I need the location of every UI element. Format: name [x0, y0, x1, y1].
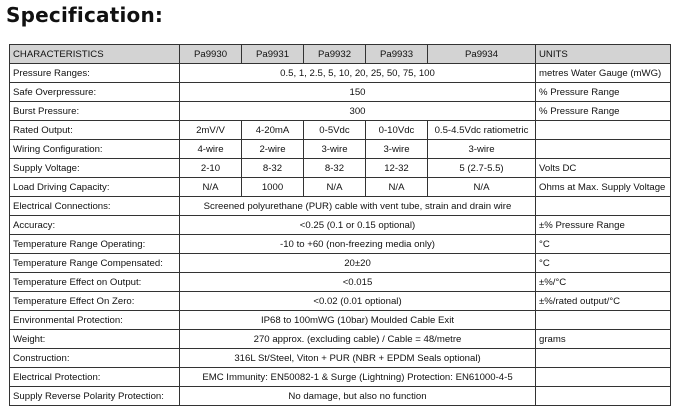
table-row: [10, 368, 671, 387]
table-row: [10, 83, 671, 102]
header-model: Pa9931: [242, 45, 304, 64]
model-value-cell: 4-20mA: [242, 121, 304, 140]
header-units: UNITS: [536, 45, 671, 64]
unit-cell: ±%/rated output/°C: [536, 292, 671, 311]
model-value-cell: N/A: [428, 178, 536, 197]
unit-cell: % Pressure Range: [536, 102, 671, 121]
unit-cell: °C: [536, 254, 671, 273]
row-label: Pressure Ranges:: [10, 64, 180, 83]
shared-value-cell: No damage, but also no function: [180, 387, 536, 406]
unit-cell: °C: [536, 235, 671, 254]
table-row: [10, 102, 671, 121]
shared-value-cell: 300: [180, 102, 536, 121]
table-row: [10, 178, 671, 197]
model-value-cell: N/A: [366, 178, 428, 197]
row-label: Weight:: [10, 330, 180, 349]
unit-cell: Ohms at Max. Supply Voltage: [536, 178, 671, 197]
row-label: Burst Pressure:: [10, 102, 180, 121]
model-value-cell: 4-wire: [180, 140, 242, 159]
row-label: Accuracy:: [10, 216, 180, 235]
table-body: [10, 64, 671, 406]
table-row: [10, 159, 671, 178]
unit-cell: ±%/°C: [536, 273, 671, 292]
unit-cell: Volts DC: [536, 159, 671, 178]
row-label: Wiring Configuration:: [10, 140, 180, 159]
unit-cell: [536, 387, 671, 406]
row-label: Rated Output:: [10, 121, 180, 140]
table-row: [10, 273, 671, 292]
model-value-cell: 2-10: [180, 159, 242, 178]
unit-cell: ±% Pressure Range: [536, 216, 671, 235]
model-value-cell: N/A: [180, 178, 242, 197]
header-row: [10, 45, 671, 64]
model-value-cell: 8-32: [304, 159, 366, 178]
row-label: Temperature Effect on Output:: [10, 273, 180, 292]
header-model: Pa9930: [180, 45, 242, 64]
page-title: Specification:: [6, 3, 164, 27]
shared-value-cell: <0.02 (0.01 optional): [180, 292, 536, 311]
unit-cell: [536, 349, 671, 368]
table-row: [10, 330, 671, 349]
model-value-cell: 1000: [242, 178, 304, 197]
row-label: Temperature Range Compensated:: [10, 254, 180, 273]
shared-value-cell: -10 to +60 (non-freezing media only): [180, 235, 536, 254]
table-row: [10, 387, 671, 406]
model-value-cell: 0.5-4.5Vdc ratiometric: [428, 121, 536, 140]
specification-table: [9, 44, 671, 406]
shared-value-cell: 20±20: [180, 254, 536, 273]
shared-value-cell: 270 approx. (excluding cable) / Cable = 48/metre: [180, 330, 536, 349]
shared-value-cell: 150: [180, 83, 536, 102]
row-label: Load Driving Capacity:: [10, 178, 180, 197]
model-value-cell: 3-wire: [428, 140, 536, 159]
unit-cell: metres Water Gauge (mWG): [536, 64, 671, 83]
shared-value-cell: IP68 to 100mWG (10bar) Moulded Cable Exit: [180, 311, 536, 330]
model-value-cell: 0-10Vdc: [366, 121, 428, 140]
row-label: Supply Voltage:: [10, 159, 180, 178]
table-row: [10, 64, 671, 83]
header-model: Pa9933: [366, 45, 428, 64]
unit-cell: % Pressure Range: [536, 83, 671, 102]
shared-value-cell: EMC Immunity: EN50082-1 & Surge (Lightning) Protection: EN61000-4-5: [180, 368, 536, 387]
table-row: [10, 216, 671, 235]
model-value-cell: 8-32: [242, 159, 304, 178]
model-value-cell: 2mV/V: [180, 121, 242, 140]
unit-cell: [536, 197, 671, 216]
unit-cell: [536, 121, 671, 140]
unit-cell: grams: [536, 330, 671, 349]
row-label: Safe Overpressure:: [10, 83, 180, 102]
row-label: Electrical Connections:: [10, 197, 180, 216]
model-value-cell: 5 (2.7-5.5): [428, 159, 536, 178]
shared-value-cell: 0.5, 1, 2.5, 5, 10, 20, 25, 50, 75, 100: [180, 64, 536, 83]
row-label: Supply Reverse Polarity Protection:: [10, 387, 180, 406]
table-row: [10, 235, 671, 254]
unit-cell: [536, 368, 671, 387]
table-row: [10, 292, 671, 311]
table-row: [10, 140, 671, 159]
model-value-cell: 0-5Vdc: [304, 121, 366, 140]
model-value-cell: 12-32: [366, 159, 428, 178]
shared-value-cell: Screened polyurethane (PUR) cable with vent tube, strain and drain wire: [180, 197, 536, 216]
unit-cell: [536, 140, 671, 159]
table-row: [10, 311, 671, 330]
model-value-cell: 2-wire: [242, 140, 304, 159]
table-row: [10, 349, 671, 368]
row-label: Environmental Protection:: [10, 311, 180, 330]
shared-value-cell: <0.25 (0.1 or 0.15 optional): [180, 216, 536, 235]
table-row: [10, 121, 671, 140]
unit-cell: [536, 311, 671, 330]
header-model: Pa9932: [304, 45, 366, 64]
model-value-cell: 3-wire: [366, 140, 428, 159]
shared-value-cell: 316L St/Steel, Viton + PUR (NBR + EPDM Seals optional): [180, 349, 536, 368]
model-value-cell: N/A: [304, 178, 366, 197]
table-row: [10, 254, 671, 273]
model-value-cell: 3-wire: [304, 140, 366, 159]
header-characteristics: CHARACTERISTICS: [10, 45, 180, 64]
row-label: Construction:: [10, 349, 180, 368]
shared-value-cell: <0.015: [180, 273, 536, 292]
header-model: Pa9934: [428, 45, 536, 64]
row-label: Temperature Effect On Zero:: [10, 292, 180, 311]
row-label: Temperature Range Operating:: [10, 235, 180, 254]
row-label: Electrical Protection:: [10, 368, 180, 387]
table-row: [10, 197, 671, 216]
